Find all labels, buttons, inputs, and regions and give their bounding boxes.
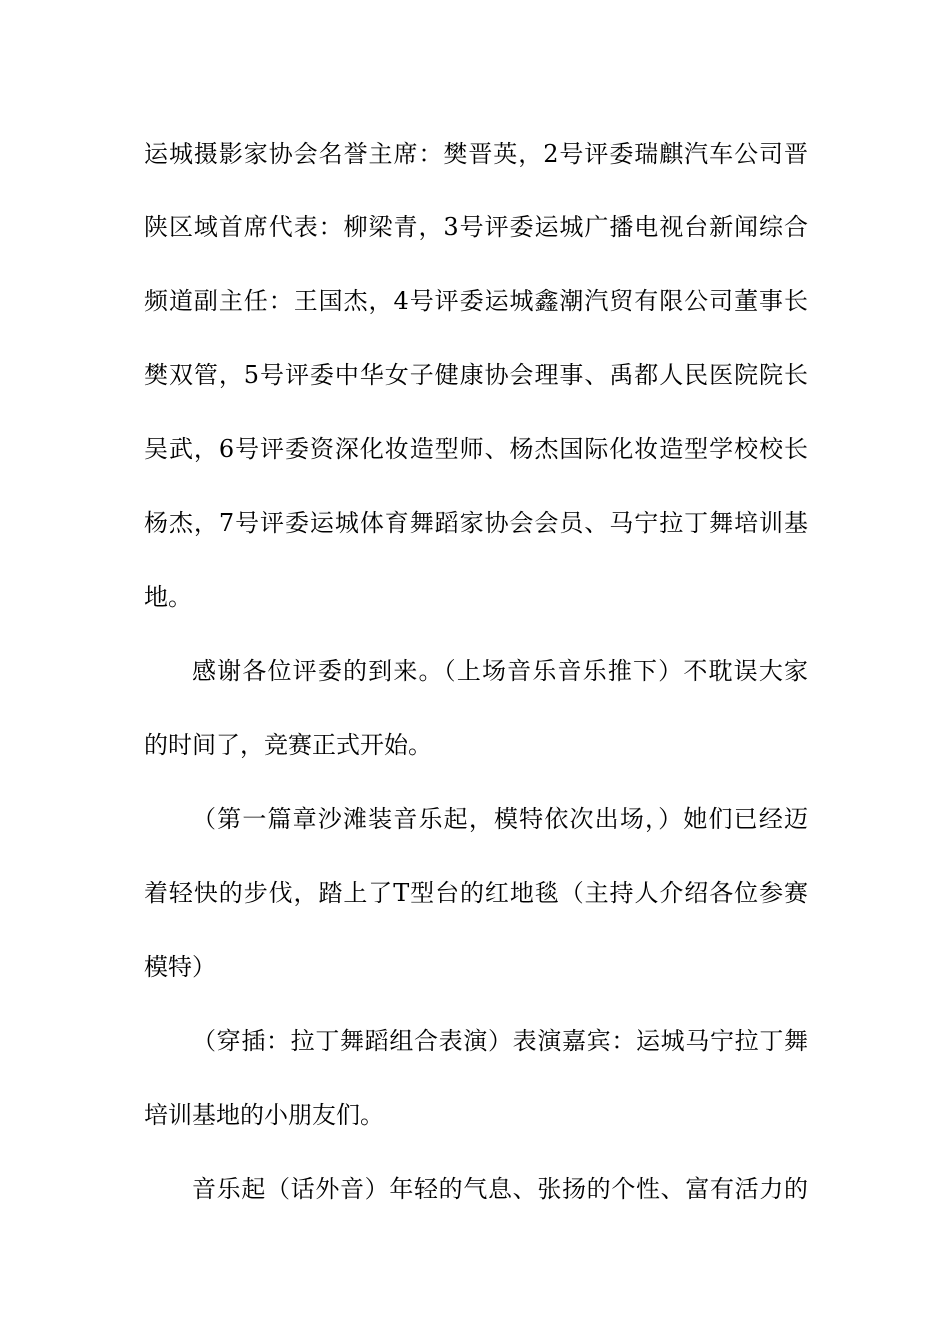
text-line-7: 地。 (144, 583, 192, 611)
text-line-15: 音乐起（话外音）年轻的气息、张扬的个性、富有活力的 (192, 1175, 808, 1203)
text-line-4: 樊双管，5号评委中华女子健康协会理事、禹都人民医院院长 (144, 361, 808, 389)
text-line-1: 运城摄影家协会名誉主席：樊晋英，2号评委瑞麒汽车公司晋 (144, 140, 808, 168)
text-line-13: （穿插：拉丁舞蹈组合表演）表演嘉宾：运城马宁拉丁舞 (192, 1027, 808, 1055)
text-line-5: 吴武，6号评委资深化妆造型师、杨杰国际化妆造型学校校长 (144, 435, 808, 463)
text-line-12: 模特） (144, 953, 216, 981)
text-line-9: 的时间了，竞赛正式开始。 (144, 731, 432, 759)
text-line-11: 着轻快的步伐，踏上了T型台的红地毯（主持人介绍各位参赛 (144, 879, 808, 907)
text-line-6: 杨杰，7号评委运城体育舞蹈家协会会员、马宁拉丁舞培训基 (144, 509, 808, 537)
text-line-10: （第一篇章沙滩装音乐起，模特依次出场，）她们已经迈 (192, 805, 808, 833)
text-line-14: 培训基地的小朋友们。 (144, 1101, 384, 1129)
text-line-8: 感谢各位评委的到来。（上场音乐音乐推下）不耽误大家 (192, 657, 808, 685)
text-line-3: 频道副主任：王国杰，4号评委运城鑫潮汽贸有限公司董事长 (144, 287, 808, 315)
text-line-2: 陕区域首席代表：柳梁青，3号评委运城广播电视台新闻综合 (144, 213, 808, 241)
